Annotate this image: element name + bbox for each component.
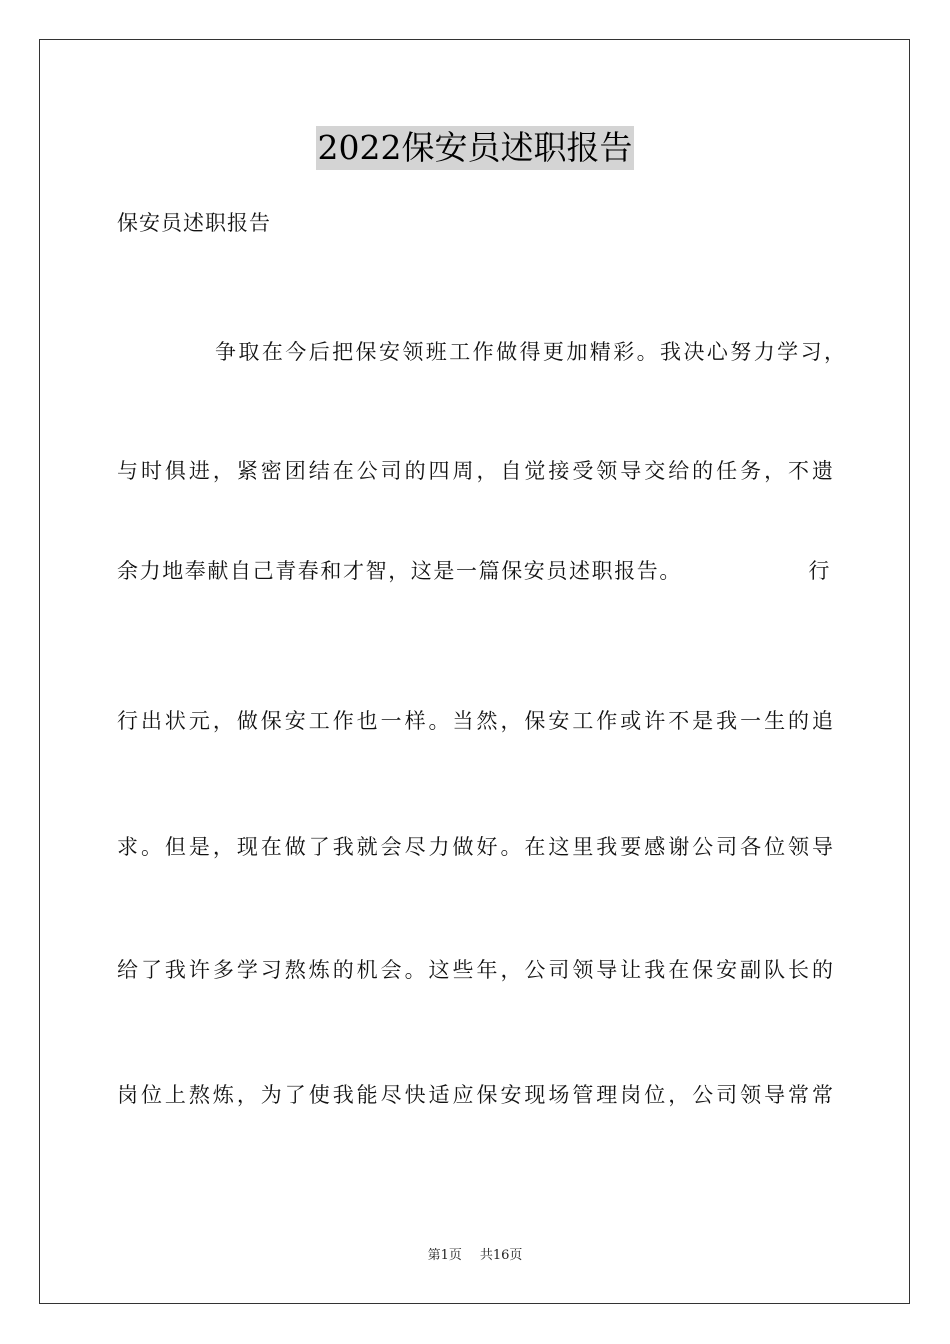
body-line-1: 争取在今后把保安领班工作做得更加精彩。我决心努力学习， (215, 340, 845, 364)
body-line-4: 行出状元，做保安工作也一样。当然，保安工作或许不是我一生的追 (117, 709, 833, 733)
body-line-3 (117, 556, 833, 586)
document-subtitle: 保安员述职报告 (117, 211, 271, 235)
body-line-7: 岗位上熬炼，为了使我能尽快适应保安现场管理岗位，公司领导常常 (117, 1083, 833, 1107)
page-number: 第1页 (427, 1248, 462, 1263)
body-line-5: 求。但是，现在做了我就会尽力做好。在这里我要感谢公司各位领导 (117, 835, 833, 859)
body-line-6: 给了我许多学习熬炼的机会。这些年，公司领导让我在保安副队长的 (117, 958, 833, 982)
total-pages: 共16页 (479, 1248, 523, 1263)
title-container (0, 126, 950, 170)
page-footer (0, 1247, 950, 1265)
document-title: 2022保安员述职报告 (316, 126, 635, 170)
body-line-2: 与时俱进，紧密团结在公司的四周，自觉接受领导交给的任务，不遗 (117, 459, 833, 483)
body-line-3-tail: 行 (808, 559, 831, 583)
body-line-3-text: 余力地奉献自己青春和才智，这是一篇保安员述职报告。 (117, 559, 682, 583)
